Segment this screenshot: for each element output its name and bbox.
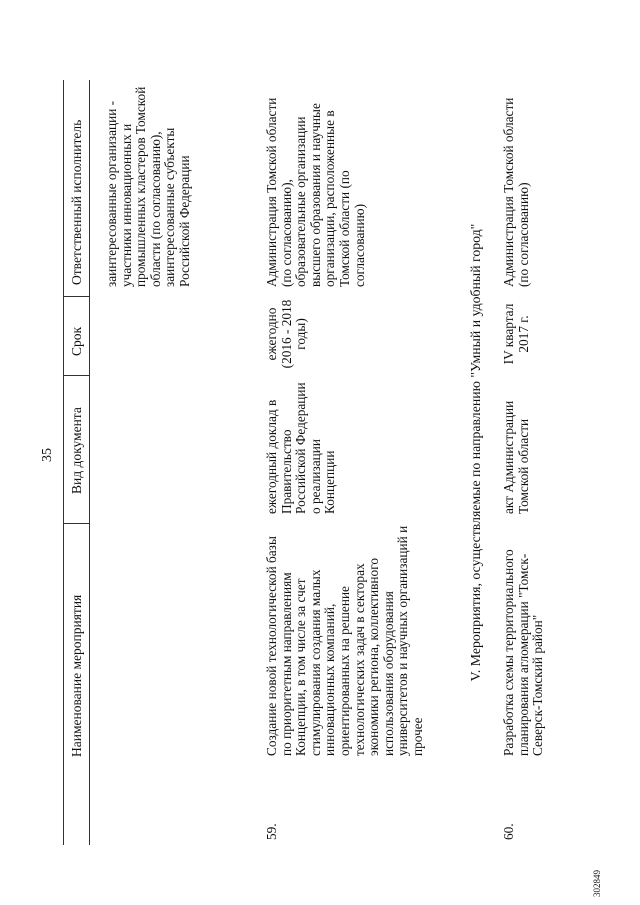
row-60-activity: Разработка схемы территориального планирования агломерации "Томск-Северск-Томский район" (501, 549, 546, 756)
column-divider-2 (63, 375, 89, 376)
row-60-document: акт Администрации Томской области (501, 400, 531, 514)
carry-over-responsible: заинтересованные организации - участники инновационных и промышленных кластеров Томской области (по согласованию), заинтересованные субъекты Российской Федерации (104, 86, 192, 287)
row-number-60: 60. (501, 823, 516, 840)
table-header-separator (89, 80, 90, 845)
column-divider-1 (63, 523, 89, 524)
row-59-deadline: ежегодно (2016 - 2018 годы) (264, 299, 309, 369)
row-59-responsible: Администрация Томской области (по согласованию), образовательные организации высшего образования и научные организации, расположенные в Томской области (по согласованию) (264, 97, 367, 287)
row-60-deadline: IV квартал 2017 г. (501, 303, 531, 365)
document-code: 302849 (592, 870, 602, 897)
page-number: 35 (40, 448, 55, 462)
row-59-activity: Создание новой технологической базы по приоритетным направлениям Концепции, в том числе за счет стимулирования создания малых инновационных компаний, ориентированных на решение технологических задач в секторах экономики региона, коллективного использования оборудования университетов и научных организаций и прочее (264, 525, 425, 756)
table-top-border (63, 80, 64, 845)
header-activity: Наименование мероприятия (69, 594, 84, 757)
header-responsible: Ответственный исполнитель (69, 119, 84, 285)
column-divider-3 (63, 296, 89, 297)
section-title: V. Мероприятия, осуществляемые по направлению "Умный и удобный город" (468, 223, 483, 682)
header-deadline: Срок (69, 326, 84, 356)
header-document: Вид документа (69, 407, 84, 494)
row-59-document: ежегодный доклад в Правительство Российской Федерации о реализации Концепции (264, 382, 338, 514)
row-number-59: 59. (264, 823, 279, 840)
row-60-responsible: Администрация Томской области (по согласованию) (501, 97, 531, 287)
